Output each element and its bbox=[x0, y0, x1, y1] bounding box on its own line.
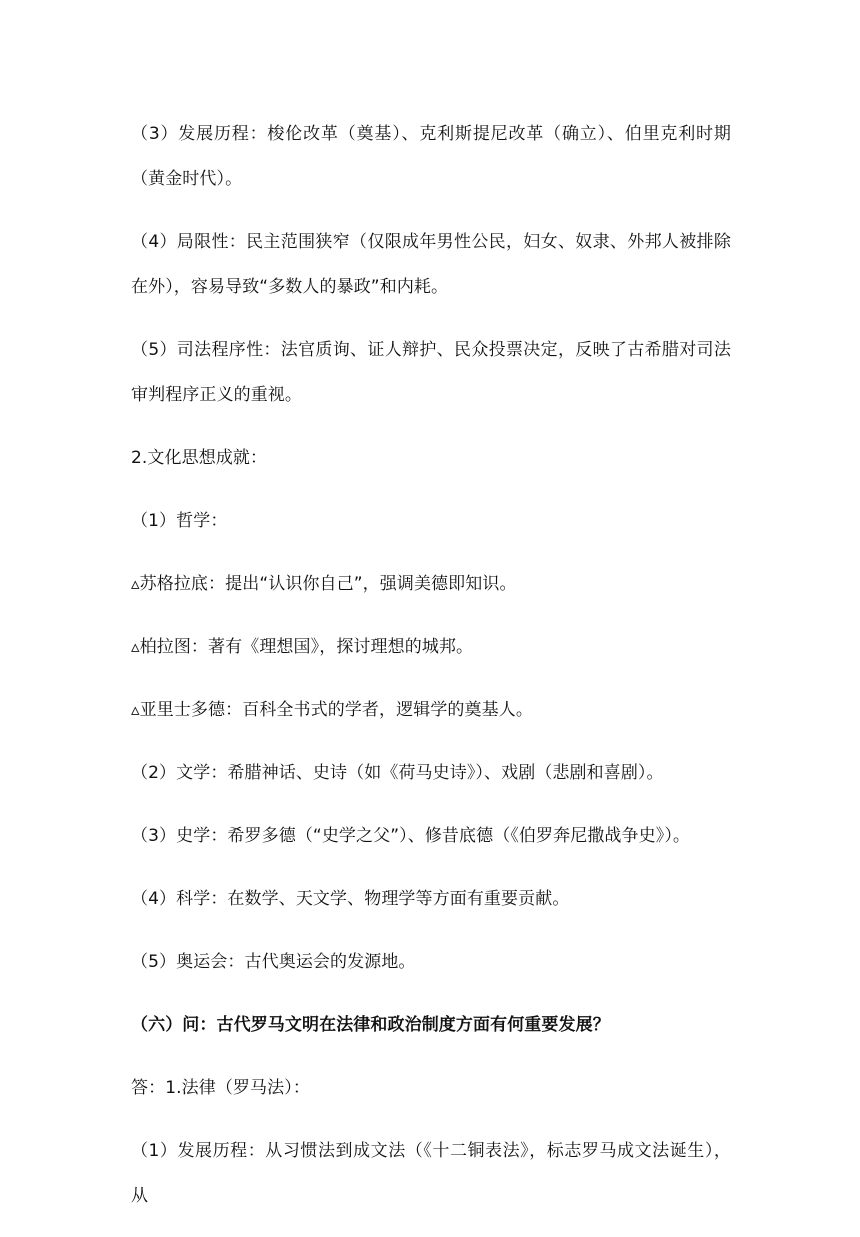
paragraph-development-history: （3）发展历程：梭伦改革（奠基）、克利斯提尼改革（确立）、伯里克利时期（黄金时代）。 bbox=[131, 124, 731, 189]
section-heading-culture: 2.文化思想成就： bbox=[131, 448, 268, 468]
list-item-aristotle: ▵亚里士多德：百科全书式的学者，逻辑学的奠基人。 bbox=[131, 700, 533, 720]
paragraph-science: （4）科学：在数学、天文学、物理学等方面有重要贡献。 bbox=[131, 889, 570, 909]
paragraph-olympics: （5）奥运会：古代奥运会的发源地。 bbox=[131, 952, 416, 972]
paragraph-judicial-procedure: （5）司法程序性：法官质询、证人辩护、民众投票决定，反映了古希腊对司法审判程序正义的重视。 bbox=[131, 340, 731, 405]
paragraph-limitations: （4）局限性：民主范围狭窄（仅限成年男性公民，妇女、奴隶、外邦人被排除在外），容易导致“多数人的暴政”和内耗。 bbox=[131, 232, 731, 297]
answer-heading-roman-law: 答：1.法律（罗马法）： bbox=[131, 1078, 310, 1098]
paragraph-roman-law-development: （1）发展历程：从习惯法到成文法（《十二铜表法》，标志罗马成文法诞生），从 bbox=[131, 1141, 731, 1206]
subheading-philosophy: （1）哲学： bbox=[131, 511, 228, 531]
list-item-plato: ▵柏拉图：著有《理想国》，探讨理想的城邦。 bbox=[131, 637, 474, 657]
paragraph-literature: （2）文学：希腊神话、史诗（如《荷马史诗》）、戏剧（悲剧和喜剧）。 bbox=[131, 763, 664, 783]
question-heading-rome: （六）问：古代罗马文明在法律和政治制度方面有何重要发展？ bbox=[131, 1015, 610, 1035]
list-item-socrates: ▵苏格拉底：提出“认识你自己”，强调美德即知识。 bbox=[131, 574, 517, 594]
document-page bbox=[131, 112, 731, 1237]
paragraph-history-studies: （3）史学：希罗多德（“史学之父”）、修昔底德（《伯罗奔尼撒战争史》）。 bbox=[131, 826, 691, 846]
